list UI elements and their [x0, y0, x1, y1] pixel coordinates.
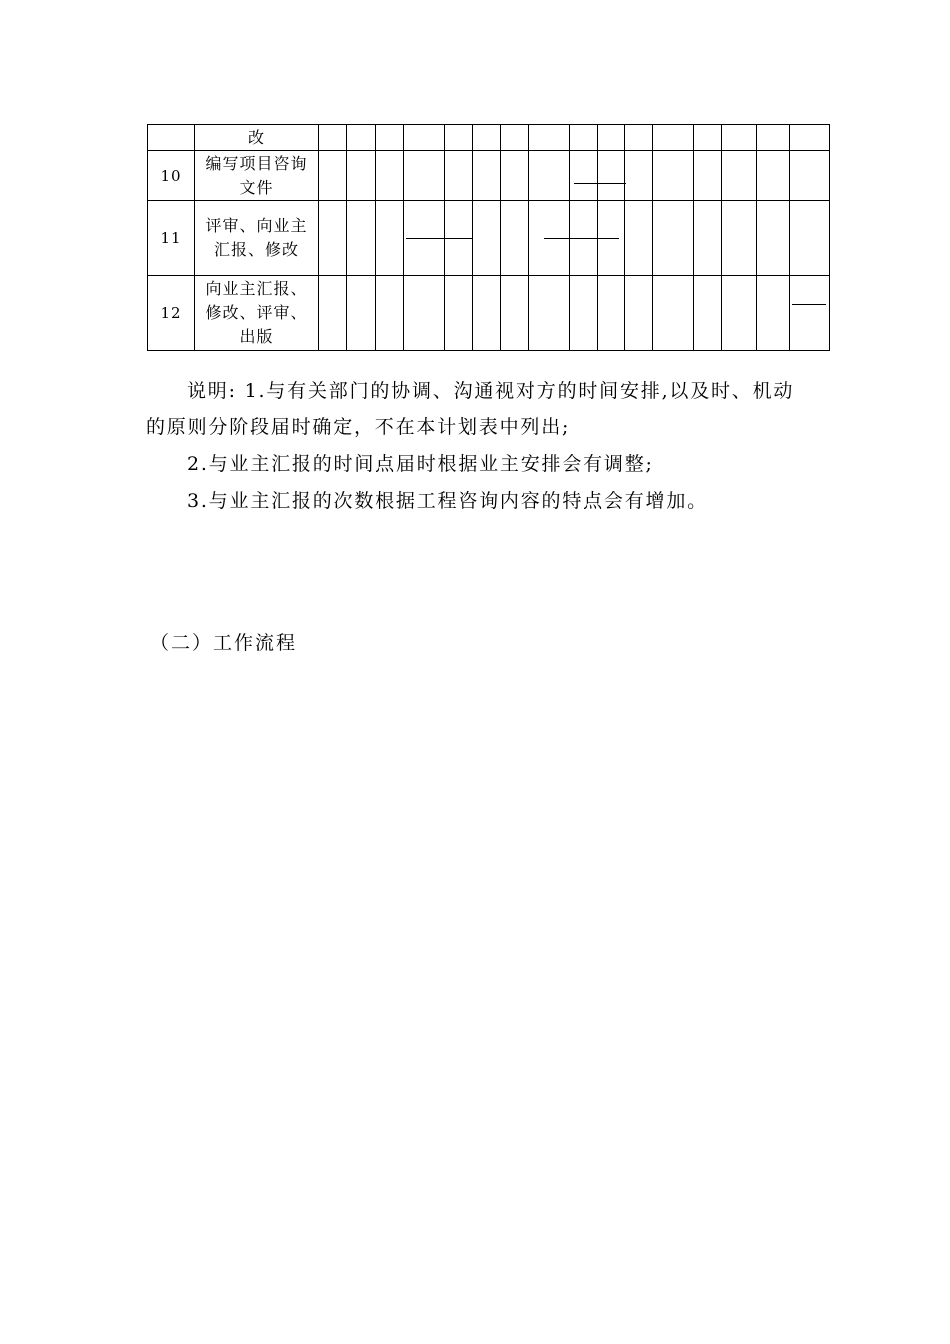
table-row — [148, 125, 830, 151]
gantt-bar — [792, 304, 826, 305]
note-line-2: 的原则分阶段届时确定，不在本计划表中列出; — [146, 416, 571, 438]
task-name: 编写项目咨询文件 — [195, 151, 319, 201]
note-line-1: 说明: 1.与有关部门的协调、沟通视对方的时间安排,以及时、机动 — [187, 380, 795, 402]
table-row — [148, 276, 830, 351]
row-number: 10 — [148, 151, 195, 201]
table-row — [148, 151, 830, 201]
row-number — [148, 125, 195, 151]
row-number: 11 — [148, 201, 195, 276]
task-name: 改 — [195, 125, 319, 151]
table-row — [148, 201, 830, 276]
task-name: 向业主汇报、修改、评审、出版 — [195, 276, 319, 351]
schedule-table — [147, 124, 830, 351]
task-name: 评审、向业主汇报、修改 — [195, 201, 319, 276]
note-line-4: 3.与业主汇报的次数根据工程咨询内容的特点会有增加。 — [187, 490, 708, 512]
note-line-3: 2.与业主汇报的时间点届时根据业主安排会有调整; — [187, 453, 654, 475]
row-number: 12 — [148, 276, 195, 351]
section-heading: （二）工作流程 — [150, 632, 298, 654]
